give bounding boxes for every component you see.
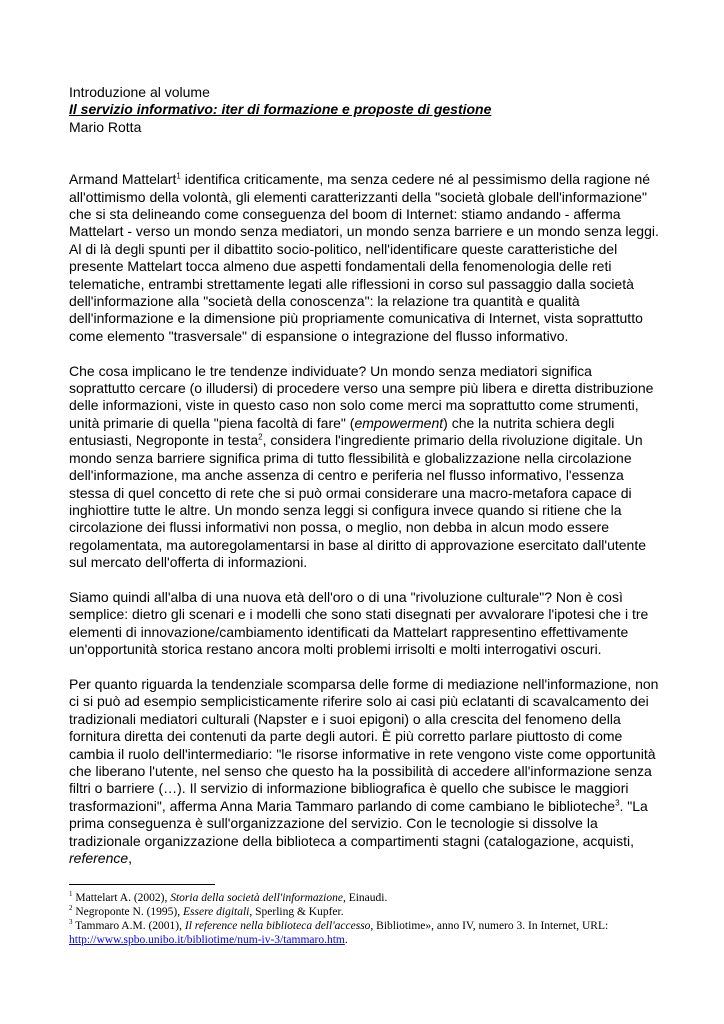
footnote-text: , Bibliotime», anno IV, numero 3. In Internet, URL:	[370, 920, 609, 932]
paragraph-1	[69, 171, 659, 345]
paragraph-4-text-b: . "La prima conseguenza è sull'organizzazione del servizio. Con le tecnologie si dissolve la tradizionale organizzazione della biblioteca a compartimenti stagni (catalogazione, acquisti,	[69, 797, 648, 849]
paragraph-2-text-b: ) che la nutrita schiera degli entusiasti, Negroponte in testa	[69, 414, 615, 449]
footnote-number: 2	[69, 904, 73, 913]
paragraph-2	[69, 363, 659, 572]
footnote-ref-1: 1	[176, 171, 181, 181]
footnote-text: Tammaro A.M. (2001),	[72, 920, 185, 932]
footnote-url-link[interactable]: http://www.spbo.unibo.it/bibliotime/num-iv-3/tammaro.htm	[69, 934, 345, 946]
paragraph-2-text-c: , considera l'ingrediente primario della rivoluzione digitale. Un mondo senza barriere significa prima di tutto flessibilità e globalizzazione nella circolazione dell'informazione, ma anche assenza di centro e periferia nel flusso informativo, l'essenza stessa di quel concetto di rete che si può ormai considerare una macro-metafora capace di inghiottire tutte le altre. Un mondo senza leggi si configura invece quando si ritiene che la circolazione dei flussi informativi non possa, o meglio, non debba in alcun modo essere regolamentata, ma autoregolamentarsi in base al diritto di approvazione esercitato dall'utente sul mercato dell'offerta di informazioni.	[69, 432, 647, 571]
footnote-ref-2: 2	[258, 432, 263, 442]
document-page	[69, 84, 659, 867]
footnote-number: 1	[69, 890, 73, 899]
paragraph-3: Siamo quindi all'alba di una nuova età dell'oro o di una "rivoluzione culturale"? Non è così semplice: dietro gli scenari e i modelli che sono stati disegnati per avvalorare l'ipotesi che i tre elementi di innovazione/cambiamento identificati da Mattelart rappresentino effettivamente un'opportunità storica restano ancora molti problemi irrisolti e molti interrogativi oscuri.	[69, 588, 649, 658]
footnote-number: 3	[69, 918, 73, 927]
paragraph-4-text-a: Per quanto riguarda la tendenziale scomparsa delle forme di mediazione nell'informazione, non ci si può ad esempio semplicisticamente riferire solo ai casi più eclatanti di scavalcamento dei tradizionali mediatori culturali (Napster e i suoi epigoni) o alla crescita del fenomeno della fornitura diretta dei contenuti da parte degli autori. È più corretto parlare piuttosto di come cambia il ruolo dell'intermediario: "le risorse informative in rete vengono viste come opportunità che liberano l'utente, nel senso che questo ha la possibilità di accedere all'informazione senza filtri o barriere (…). Il servizio di informazione bibliografica è quello che subisce le maggiori trasformazioni", afferma Anna Maria Tammaro parlando di come cambiano le biblioteche	[69, 675, 659, 814]
footnote-text: , Einaudi.	[342, 892, 388, 904]
footnote-title: Storia della società dell'informazione	[170, 892, 343, 904]
paragraph-1-text-a: Armand Mattelart	[69, 171, 177, 188]
footnote-2	[69, 905, 659, 919]
footnote-1	[69, 891, 659, 905]
footnote-divider	[69, 884, 215, 885]
paragraph-2-emphasis: empowerment	[354, 414, 444, 431]
footnote-title: Essere digitali	[183, 906, 250, 918]
paragraph-2-text-a: Che cosa implicano le tre tendenze individuate? Un mondo senza mediatori significa soprattutto cercare (o illudersi) di procedere verso una sempre più libera e diretta distribuzione delle informazioni, viste in questo caso non solo come merci ma soprattutto come strumenti, unità primarie di quella "piena facoltà di fare" (	[69, 362, 654, 431]
footnote-ref-3: 3	[615, 798, 620, 808]
footnote-text: Negroponte N. (1995),	[72, 906, 184, 918]
document-subtitle: Il servizio informativo: iter di formazione e proposte di gestione	[69, 101, 492, 118]
paragraph-4-text-c: ,	[128, 850, 133, 867]
intro-heading: Introduzione al volume	[69, 84, 210, 100]
paragraph-4	[69, 676, 659, 867]
footnote-text: Mattelart A. (2002),	[72, 892, 171, 904]
footnote-title: Il reference nella biblioteca dell'accesso	[184, 920, 371, 932]
author-name: Mario Rotta	[69, 118, 142, 135]
paragraph-4-emphasis: reference	[69, 850, 129, 867]
footnote-text: , Sperling & Kupfer.	[249, 906, 344, 918]
footnote-3	[69, 919, 659, 947]
paragraph-1-text-b: identifica criticamente, ma senza cedere né al pessimismo della ragione né all'ottimismo della volontà, gli elementi caratterizzanti della "società globale dell'informazione" che si sta delineando come conseguenza del boom di Internet: stiamo andando - afferma Mattelart - verso un mondo senza mediatori, un mondo senza barriere e un mondo senza leggi. Al di là degli spunti per il dibattito socio-politico, nell'identificare queste caratteristiche del presente Mattelart tocca almeno due aspetti fondamentali della fenomenologia delle reti telematiche, entrambi strettamente legati alle riflessioni in corso sul passaggio dalla società dell'informazione alla "società della conoscenza": la relazione tra quantità e qualità dell'informazione e la dimensione più propriamente comunicativa di Internet, vista soprattutto come elemento "trasversale" di espansione o integrazione del flusso informativo.	[69, 171, 659, 344]
footnote-text: .	[344, 934, 348, 946]
footnotes-section	[69, 884, 659, 947]
